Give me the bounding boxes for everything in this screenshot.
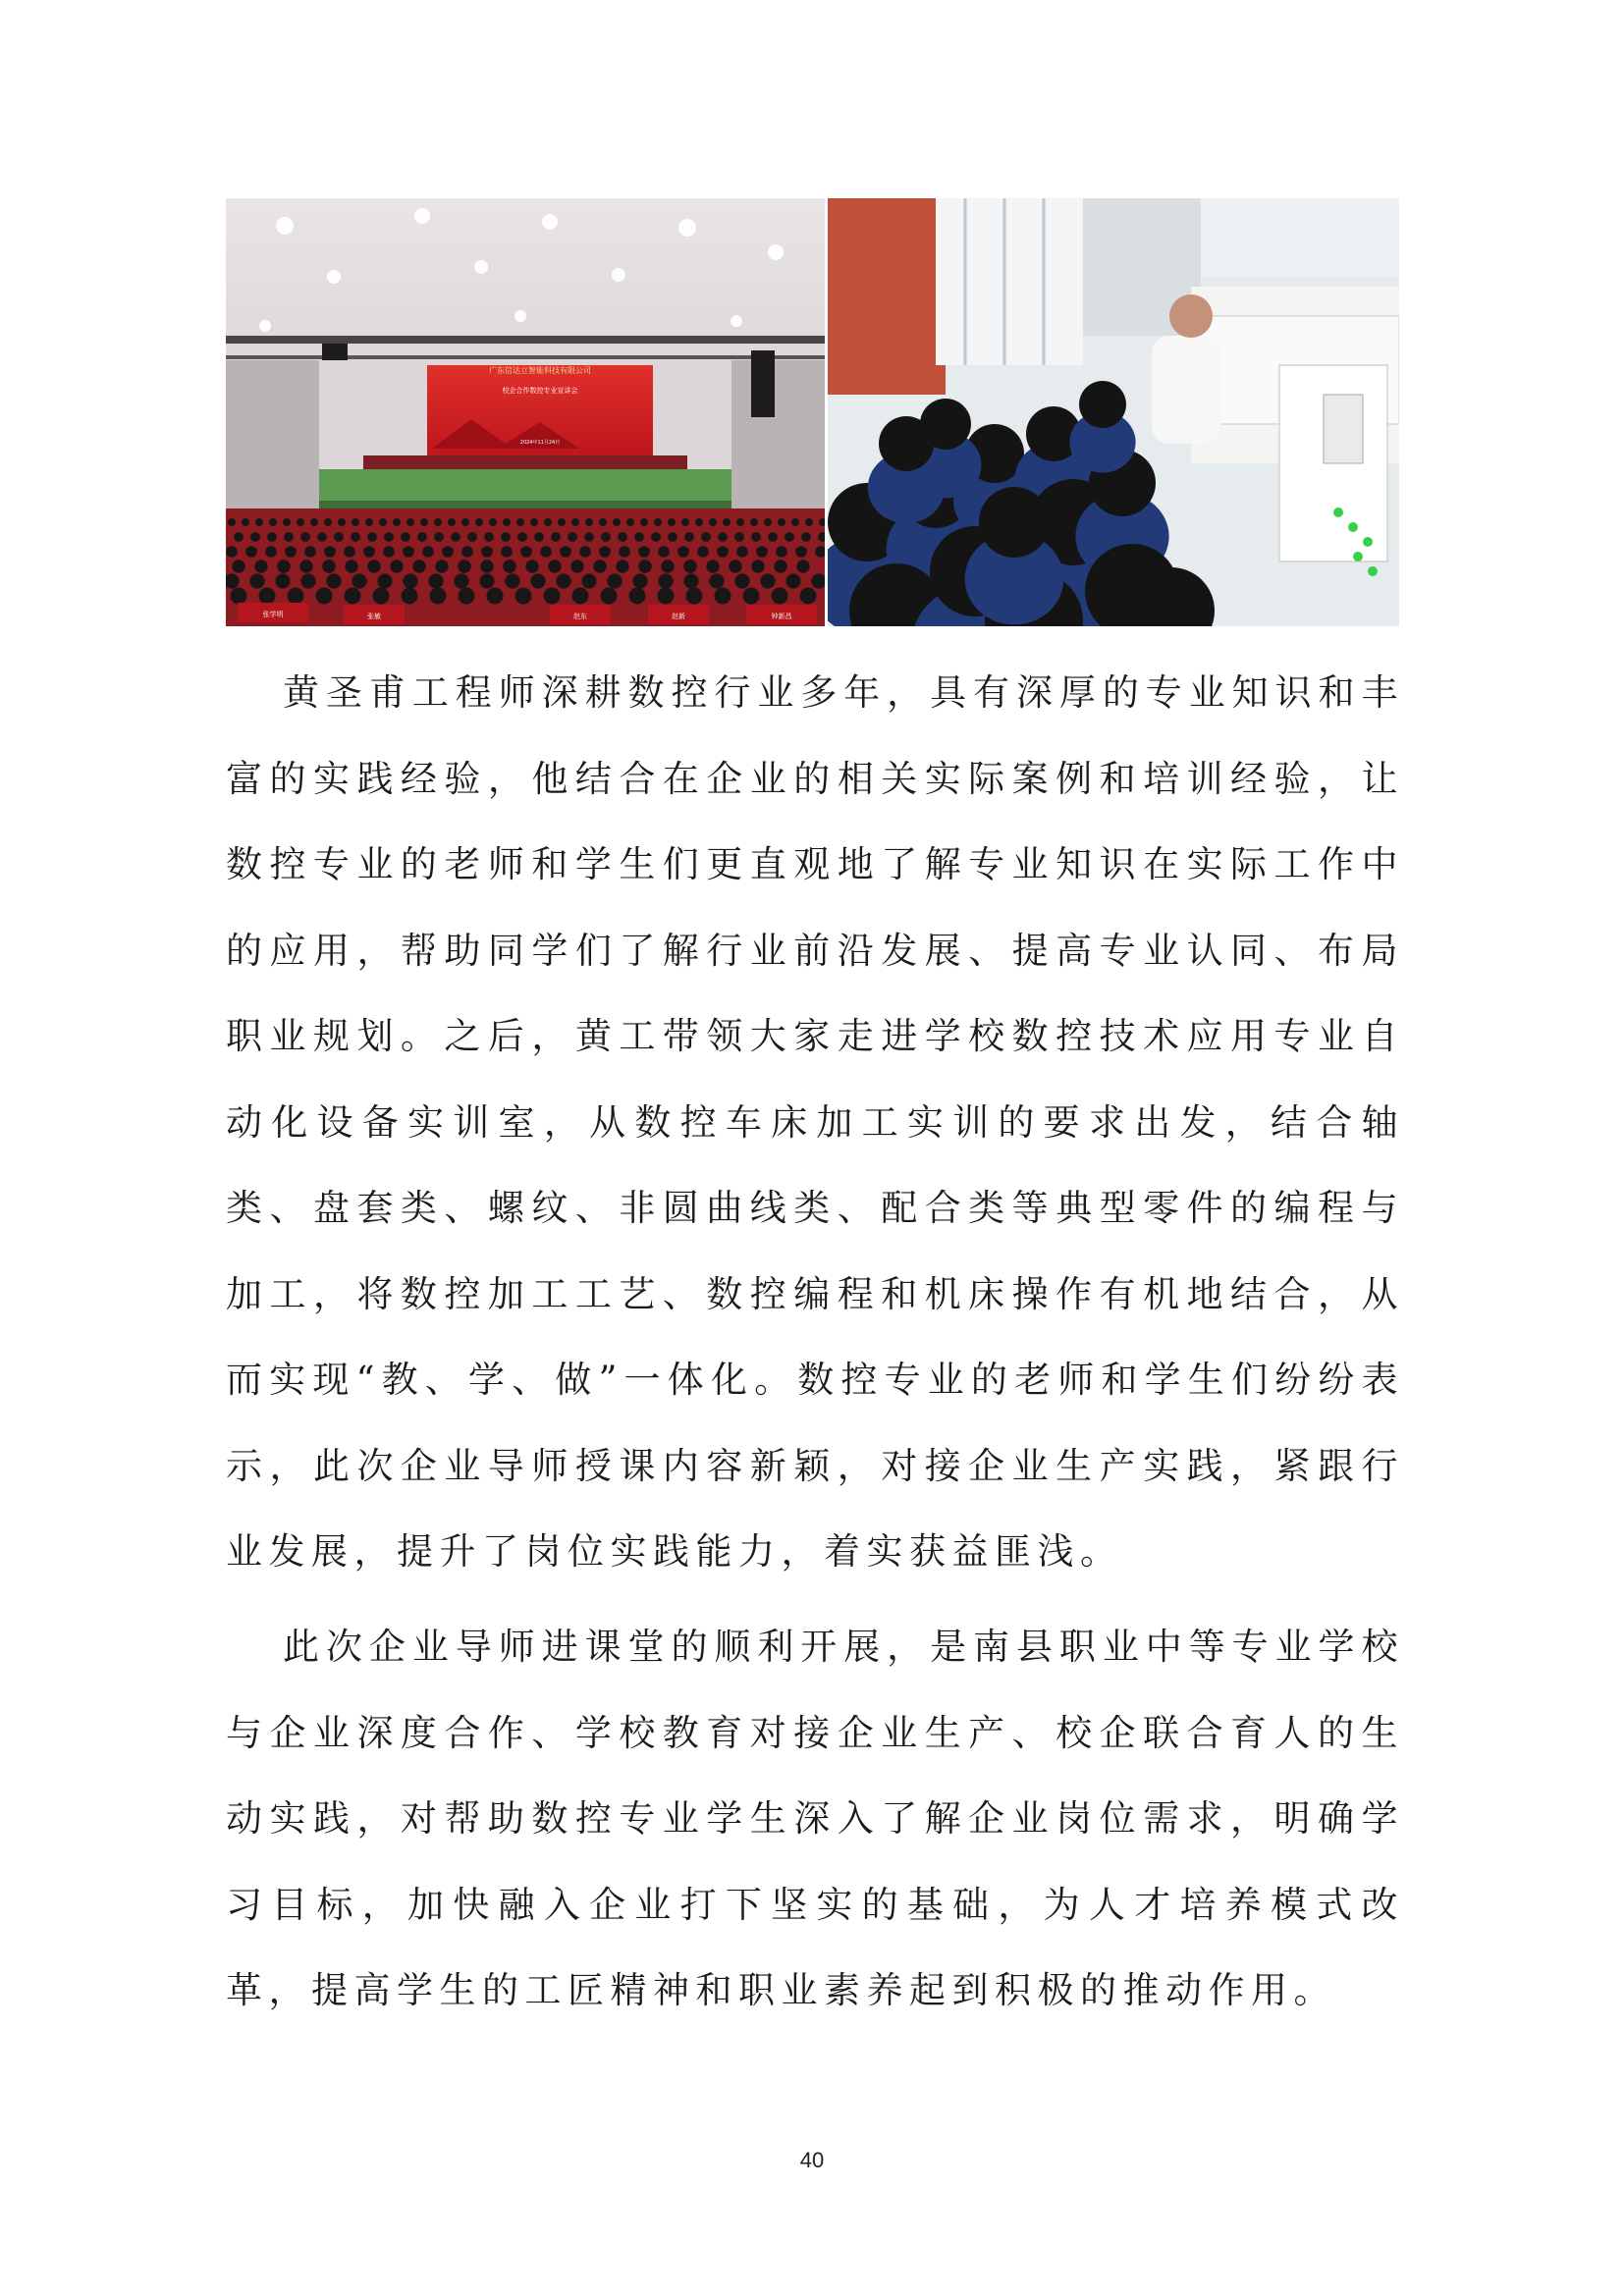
audience-head [736, 546, 748, 558]
audience-head [479, 573, 494, 588]
audience-head [434, 532, 444, 542]
auditorium-scene [226, 198, 825, 626]
audience-head [750, 518, 758, 526]
audience-head [668, 518, 676, 526]
audience-head [459, 588, 475, 605]
audience-head [677, 546, 689, 558]
audience-head [572, 588, 589, 605]
audience-head [654, 518, 662, 526]
audience-head [743, 588, 760, 605]
audience-head [638, 560, 651, 572]
audience-head [255, 518, 263, 526]
audience-head [684, 532, 694, 542]
audience-head [451, 532, 460, 542]
audience-head [288, 588, 304, 605]
audience-head [428, 573, 443, 588]
audience-head [571, 518, 579, 526]
audience-head [548, 560, 561, 572]
audience-head [618, 532, 627, 542]
seat-label-1: 张学明 [262, 611, 284, 618]
training-room-photo [828, 198, 1399, 626]
audience-head [697, 546, 709, 558]
audience-head [601, 532, 611, 542]
audience-head [634, 532, 644, 542]
audience-head [764, 518, 772, 526]
audience-head [245, 546, 257, 558]
audience-head [723, 518, 731, 526]
audience-head [384, 532, 394, 542]
audience-head [284, 532, 294, 542]
audience-head [530, 518, 538, 526]
paragraph-1: 黄圣甫工程师深耕数控行业多年，具有深厚的专业知识和丰富的实践经验，他结合在企业的相关实际案例和培训经验，让数控专业的老师和学生们更直观地了解专业知识在实际工作中的应用，帮助同学们了解行业前沿发展、提高专业认同、布局职业规划。之后，黄工带领大家走进学校数控技术应用专业自动化设备实训室，从数控车床加工实训的要求出发，结合轴类、盘套类、螺纹、非圆曲线类、配合类等典型零件的编程与加工，将数控加工工艺、数控编程和机床操作有机地结合，从而实现“教、学、做”一体化。数控专业的老师和学生们纷纷表示，此次企业导师授课内容新颖，对接企业生产实践，紧跟行业发展，提升了岗位实践能力，着实获益匪浅。 [226, 671, 1404, 1573]
audience-head [390, 560, 403, 572]
audience-head [401, 532, 410, 542]
audience-head [285, 546, 297, 558]
audience-head [568, 532, 577, 542]
audience-head [351, 532, 360, 542]
audience-head [316, 588, 333, 605]
audience-head [334, 532, 344, 542]
audience-head [480, 560, 493, 572]
audience-head [338, 518, 346, 526]
audience-head [760, 573, 775, 588]
audience-head [751, 532, 761, 542]
audience-head [756, 546, 768, 558]
audience-head [377, 573, 392, 588]
audience-head [717, 546, 729, 558]
audience-head [228, 518, 236, 526]
audience-head [774, 560, 786, 572]
audience-head [785, 532, 794, 542]
audience-head [283, 518, 291, 526]
audience-head [461, 546, 473, 558]
audience-head [434, 518, 442, 526]
audience-head [503, 518, 511, 526]
auditorium-lecture-photo [226, 198, 825, 626]
audience-head [242, 518, 249, 526]
seat-label-4: 赵新 [672, 613, 685, 620]
audience-head [458, 560, 470, 572]
audience-head [363, 546, 375, 558]
seat-label-2: 张敏 [367, 613, 381, 620]
audience-head [751, 560, 764, 572]
banner-subtitle: 校企合作数控专业宣讲会 [502, 387, 578, 395]
audience-head [403, 546, 414, 558]
audience-head [776, 546, 787, 558]
banner-title: 广东信达立智能科技有限公司 [489, 366, 591, 375]
audience-head [254, 560, 267, 572]
audience-head [695, 518, 703, 526]
audience-head [304, 546, 316, 558]
audience-head [379, 518, 387, 526]
audience-head [709, 573, 724, 588]
seat-label-3: 赵东 [573, 613, 587, 620]
audience-head [683, 573, 698, 588]
audience-head [795, 546, 807, 558]
audience-head [800, 588, 817, 605]
audience-head [556, 573, 570, 588]
audience-head [607, 573, 622, 588]
audience-head [534, 532, 544, 542]
audience-head [530, 573, 545, 588]
audience-head [658, 546, 670, 558]
audience-head [616, 560, 628, 572]
audience-head [489, 518, 497, 526]
audience-head [734, 573, 749, 588]
audience-head [454, 573, 468, 588]
audience-head [231, 588, 247, 605]
audience-head [467, 532, 477, 542]
audience-head [715, 588, 731, 605]
audience-head [501, 546, 513, 558]
audience-head [324, 518, 332, 526]
audience-head [402, 588, 418, 605]
audience-head [275, 573, 290, 588]
audience-head [581, 573, 596, 588]
audience-head [629, 588, 646, 605]
audience-head [442, 546, 454, 558]
audience-head [300, 532, 310, 542]
audience-head [558, 518, 566, 526]
audience-head [801, 532, 811, 542]
audience-head [661, 560, 674, 572]
audience-head [701, 532, 711, 542]
audience-head [326, 573, 341, 588]
audience-head [259, 588, 276, 605]
audience-head [487, 588, 504, 605]
audience-head [365, 518, 373, 526]
audience-head [373, 588, 390, 605]
audience-head [718, 532, 728, 542]
audience-head [322, 560, 335, 572]
audience-head [517, 532, 527, 542]
audience-head [593, 560, 606, 572]
audience-head [250, 532, 260, 542]
audience-head [551, 532, 561, 542]
audience-head [481, 546, 493, 558]
training-room-scene [828, 198, 1399, 626]
page-number: 40 [799, 2148, 825, 2172]
audience-head [619, 546, 630, 558]
audience-head [729, 560, 741, 572]
audience-head [599, 546, 611, 558]
audience-head [686, 588, 703, 605]
audience-head [267, 532, 277, 542]
audience-head [249, 573, 264, 588]
banner-date: 2024年11月24日 [519, 440, 561, 446]
audience-head [403, 573, 417, 588]
audience-head [383, 546, 395, 558]
audience-head [475, 518, 483, 526]
audience-head [367, 560, 380, 572]
audience-head [734, 532, 744, 542]
audience-head [579, 546, 591, 558]
audience-head [461, 518, 469, 526]
audience-head [805, 518, 813, 526]
audience-head [324, 546, 336, 558]
audience-head [406, 518, 414, 526]
audience-head [706, 560, 719, 572]
audience-head [599, 518, 607, 526]
audience-head [736, 518, 744, 526]
audience-head [412, 560, 425, 572]
audience-head [560, 546, 571, 558]
audience-head [393, 518, 401, 526]
audience-head [277, 560, 290, 572]
audience-head [310, 518, 318, 526]
audience-head [626, 518, 634, 526]
stage-banner-screen [427, 365, 653, 471]
audience-head [585, 518, 593, 526]
audience-head [503, 560, 515, 572]
audience-head [791, 518, 799, 526]
audience-head [778, 518, 785, 526]
audience-head [344, 546, 355, 558]
audience-head [317, 532, 327, 542]
audience-head [345, 560, 357, 572]
audience-head [601, 588, 618, 605]
audience-head [658, 588, 675, 605]
audience-head [352, 518, 359, 526]
audience-head [544, 588, 561, 605]
audience-head [584, 532, 594, 542]
audience-head [640, 518, 648, 526]
audience-head [265, 546, 277, 558]
audience-head [232, 560, 244, 572]
audience-head [570, 560, 583, 572]
audience-head [651, 532, 661, 542]
audience-head [299, 560, 312, 572]
audience-head [297, 518, 304, 526]
audience-head [785, 573, 800, 588]
audience-head [269, 518, 277, 526]
audience-head [683, 560, 696, 572]
audience-head [420, 518, 428, 526]
audience-head [226, 546, 238, 558]
audience-head [668, 532, 677, 542]
audience-head [417, 532, 427, 542]
audience-head [501, 532, 511, 542]
audience-head [484, 532, 494, 542]
audience-head [367, 532, 377, 542]
audience-head [796, 560, 809, 572]
audience-head [709, 518, 717, 526]
audience-head [520, 546, 532, 558]
audience-head [345, 588, 361, 605]
audience-head [516, 518, 524, 526]
audience-head [632, 573, 647, 588]
audience-head [658, 573, 673, 588]
audience-head [772, 588, 788, 605]
audience-head [525, 560, 538, 572]
audience-head [352, 573, 366, 588]
student-head [979, 487, 1050, 558]
audience-head [544, 518, 552, 526]
audience-head [505, 573, 519, 588]
audience-head [300, 573, 315, 588]
audience-head [638, 546, 650, 558]
audience-head [234, 532, 244, 542]
audience-head [515, 588, 532, 605]
paragraph-2: 此次企业导师进课堂的顺利开展，是南县职业中等专业学校与企业深度合作、学校教育对接企业生产、校企联合育人的生动实践，对帮助数控专业学生深入了解企业岗位需求，明确学习目标，加快融入企业打下坚实的基础，为人才培养模式改革，提高学生的工匠精神和职业素养起到积极的推动作用。 [226, 1626, 1404, 2011]
audience-head [540, 546, 552, 558]
student-head [1079, 381, 1126, 428]
audience-head [448, 518, 456, 526]
audience-head [681, 518, 689, 526]
audience-head [422, 546, 434, 558]
audience-head [430, 588, 447, 605]
audience-head [613, 518, 621, 526]
seat-label-5: 钟新昌 [771, 613, 792, 620]
audience-head [768, 532, 778, 542]
audience-head [435, 560, 448, 572]
student-head [879, 416, 934, 471]
